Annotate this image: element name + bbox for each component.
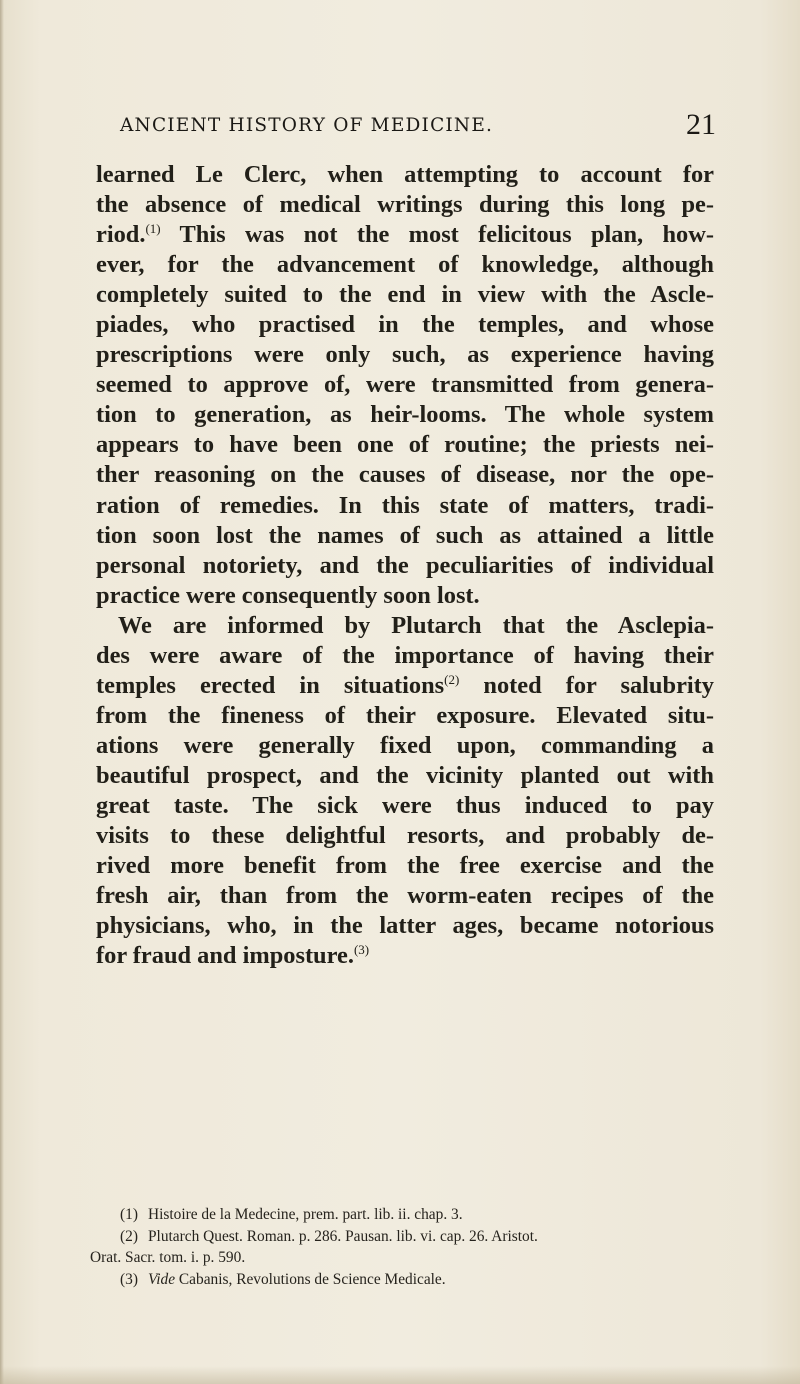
text-line: ration of remedies. In this state of matters, tradi-: [96, 491, 714, 519]
text-line: from the fineness of their exposure. Elevated situ-: [96, 701, 714, 729]
footnote-marker: (3): [120, 1270, 138, 1288]
text-line: seemed to approve of, were transmitted from genera-: [96, 371, 714, 399]
text-line: tion to generation, as heir-looms. The whole system: [96, 401, 714, 429]
footnote-2-continuation: Orat. Sacr. tom. i. p. 590.: [90, 1249, 246, 1266]
text-line: tion soon lost the names of such as attained a little: [96, 521, 714, 549]
footnote-ref[interactable]: (1): [145, 221, 161, 237]
text-line: We are informed by Plutarch that the Asclepia-: [118, 611, 714, 639]
footnote-marker: (1): [120, 1206, 138, 1223]
footnote-2: [120, 1226, 742, 1248]
text-line: great taste. The sick were thus induced to pay: [96, 791, 714, 819]
text-line: ations were generally fixed upon, commanding a: [96, 731, 714, 759]
footnote-text: Plutarch Quest. Roman. p. 286. Pausan. lib. vi. cap. 26. Aristot.: [148, 1227, 538, 1245]
text-line: appears to have been one of routine; the priests nei-: [96, 431, 714, 459]
text-line: [96, 941, 714, 971]
page-number: 21: [686, 108, 716, 141]
text-line: physicians, who, in the latter ages, became notorious: [96, 912, 714, 940]
text-fragment: This was not the most felicitous plan, how-: [160, 221, 714, 249]
footnote-1: [120, 1204, 742, 1226]
text-line: completely suited to the end in view with the Ascle-: [96, 281, 714, 309]
text-line: prescriptions were only such, as experience having: [96, 341, 714, 369]
footnote-text: Cabanis, Revolutions de Science Medicale.: [175, 1270, 446, 1288]
text-line: ther reasoning on the causes of disease, nor the ope-: [96, 461, 714, 489]
text-line: the absence of medical writings during this long pe-: [96, 191, 714, 219]
footnote-marker: (2): [120, 1227, 138, 1245]
text-line: fresh air, than from the worm-eaten recipes of the: [96, 882, 714, 910]
footnote-ref[interactable]: (3): [353, 942, 370, 958]
body-text: [96, 160, 714, 971]
page-edge-shadow: [0, 0, 4, 1384]
footnote-text: Histoire de la Medecine, prem. part. lib. ii. chap. 3.: [148, 1206, 463, 1223]
running-title: ANCIENT HISTORY OF MEDICINE.: [120, 115, 494, 136]
text-line: rived more benefit from the free exercise and the: [96, 852, 714, 880]
footnote-3: [120, 1269, 742, 1291]
footnote-italic: Vide: [148, 1270, 176, 1288]
running-head: [88, 107, 728, 143]
text-line: piades, who practised in the temples, and whose: [96, 311, 714, 339]
text-line: visits to these delightful resorts, and probably de-: [96, 822, 714, 850]
text-line: [96, 220, 714, 250]
footnotes: [90, 1204, 742, 1290]
text-line: ever, for the advancement of knowledge, although: [96, 251, 714, 279]
text-fragment: temples erected in situations: [96, 671, 445, 699]
text-fragment: riod.: [96, 221, 146, 249]
text-line: learned Le Clerc, when attempting to account for: [96, 161, 714, 188]
footnote-ref[interactable]: (2): [444, 671, 460, 687]
text-line: practice were consequently soon lost.: [96, 581, 480, 609]
text-fragment: noted for salubrity: [459, 671, 714, 699]
page-bottom-shadow: [0, 1366, 800, 1384]
text-line: des were aware of the importance of having their: [96, 641, 714, 669]
text-line: personal notoriety, and the peculiarities of individual: [96, 551, 714, 579]
text-fragment: for fraud and imposture.: [96, 942, 354, 970]
text-line: [96, 671, 714, 701]
text-line: beautiful prospect, and the vicinity planted out with: [96, 761, 714, 789]
